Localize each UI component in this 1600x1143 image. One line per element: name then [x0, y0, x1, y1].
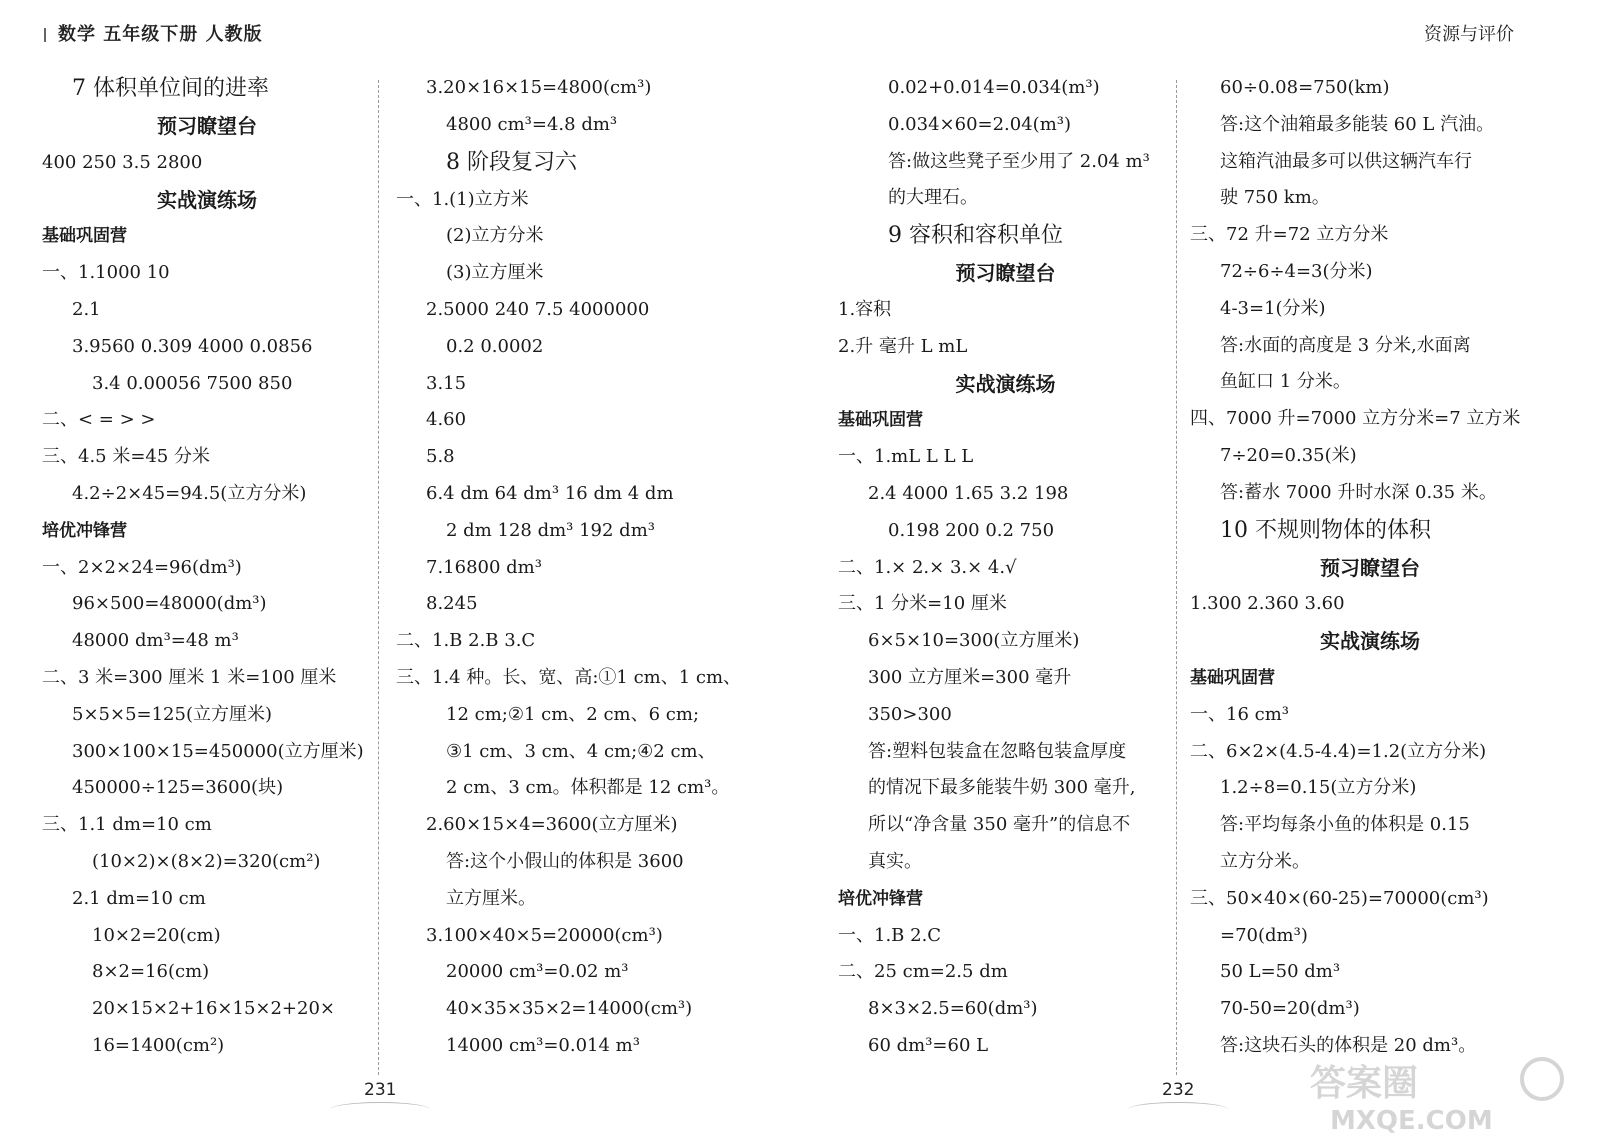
answer-line: 驶 750 km。 — [1220, 187, 1330, 209]
answer-line: 60÷0.08=750(km) — [1220, 77, 1390, 98]
page-number-right: 232 — [1162, 1080, 1195, 1100]
answer-line: 一、1.B 2.C — [838, 924, 942, 946]
answer-line: 2.升 毫升 L mL — [838, 335, 968, 357]
answer-line: 12 cm;②1 cm、2 cm、6 cm; — [446, 703, 700, 725]
answer-line: 2.1 — [72, 298, 101, 320]
answer-line: 20×15×2+16×15×2+20× — [92, 998, 335, 1020]
answer-line: 3.15 — [426, 372, 467, 394]
section-subheading: 实战演练场 — [157, 187, 257, 212]
answer-column-2 — [396, 70, 756, 1065]
answer-column-4 — [1190, 70, 1550, 1065]
answer-line: 2.4 4000 1.65 3.2 198 — [868, 482, 1069, 504]
answer-line: 一、16 cm³ — [1190, 703, 1289, 725]
answer-column-3 — [838, 70, 1173, 1065]
answer-line: 2.1 dm=10 cm — [72, 887, 206, 909]
answer-line: 1.2÷8=0.15(立方分米) — [1220, 777, 1417, 799]
answer-line: 3.4 0.00056 7500 850 — [92, 372, 293, 394]
answer-line: 8.245 — [426, 593, 478, 615]
answer-line: (10×2)×(8×2)=320(cm²) — [92, 850, 321, 872]
answer-line: 40×35×35×2=14000(cm³) — [446, 998, 693, 1020]
answer-line: 二、3 米=300 厘米 1 米=100 厘米 — [42, 666, 337, 688]
answer-line: 7÷20=0.35(米) — [1220, 444, 1357, 466]
answer-line: 答:水面的高度是 3 分米,水面离 — [1220, 334, 1471, 356]
answer-line: 一、1.(1)立方米 — [396, 188, 529, 210]
answer-line: 三、1.4 种。长、宽、高:①1 cm、1 cm、 — [396, 666, 742, 688]
subsection-label: 培优冲锋营 — [838, 888, 923, 909]
answer-line: 2.60×15×4=3600(立方厘米) — [426, 814, 678, 836]
answer-line: 1.300 2.360 3.60 — [1190, 593, 1345, 615]
answer-line: (2)立方分米 — [446, 225, 544, 247]
answer-line: 一、2×2×24=96(dm³) — [42, 556, 242, 578]
answer-line: 答:做这些凳子至少用了 2.04 m³ — [888, 150, 1150, 172]
answer-line: 的情况下最多能装牛奶 300 毫升, — [868, 777, 1136, 799]
answer-line: 50 L=50 dm³ — [1220, 961, 1341, 983]
answer-line: (3)立方厘米 — [446, 262, 544, 284]
subsection-label: 培优冲锋营 — [42, 520, 127, 541]
answer-line: 300×100×15=450000(立方厘米) — [72, 740, 364, 762]
answer-line: 二、< = > > — [42, 409, 156, 431]
answer-line: 立方分米。 — [1220, 850, 1310, 872]
answer-line: 4800 cm³=4.8 dm³ — [446, 113, 618, 135]
answer-line: 300 立方厘米=300 毫升 — [868, 666, 1072, 688]
section-subheading: 实战演练场 — [955, 371, 1056, 396]
answer-line: 真实。 — [868, 850, 922, 872]
answer-line: 答:蓄水 7000 升时水深 0.35 米。 — [1220, 481, 1497, 503]
section-title: 8 阶段复习六 — [446, 149, 577, 175]
answer-line: 5×5×5=125(立方厘米) — [72, 703, 273, 725]
section-subheading: 预习瞭望台 — [157, 114, 257, 138]
watermark-text: 答案圈 — [1310, 1063, 1419, 1104]
column-divider-right-page — [1176, 80, 1177, 1075]
answer-line: 0.198 200 0.2 750 — [888, 519, 1055, 541]
subsection-label: 基础巩固营 — [1190, 667, 1275, 688]
answer-line: =70(dm³) — [1220, 924, 1308, 946]
page-number-right-arc — [1128, 1102, 1228, 1117]
answer-column-1 — [42, 70, 372, 1065]
header-left-title: 数学 五年级下册 人教版 — [58, 24, 263, 45]
answer-line: 5.8 — [426, 446, 455, 468]
answer-line: 所以“净含量 350 毫升”的信息不 — [868, 814, 1131, 836]
answer-line: 鱼缸口 1 分米。 — [1220, 371, 1351, 393]
watermark-logo — [1290, 1055, 1585, 1133]
answer-line: 4.60 — [426, 409, 467, 431]
answer-line: ③1 cm、3 cm、4 cm;④2 cm、 — [446, 740, 716, 762]
answer-line: 答:这个小假山的体积是 3600 — [446, 850, 684, 872]
header-right-title: 资源与评价 — [1424, 24, 1514, 45]
answer-line: 4-3=1(分米) — [1220, 297, 1326, 319]
answer-line: 三、50×40×(60-25)=70000(cm³) — [1190, 887, 1489, 909]
answer-line: 二、1.B 2.B 3.C — [396, 630, 536, 652]
answer-line: 三、4.5 米=45 分米 — [42, 446, 211, 468]
watermark-url: MXQE.COM — [1330, 1106, 1493, 1133]
answer-line: 20000 cm³=0.02 m³ — [446, 961, 629, 983]
answer-line: 6×5×10=300(立方厘米) — [868, 630, 1080, 652]
page-number-left: 231 — [364, 1080, 397, 1100]
section-subheading: 预习瞭望台 — [1320, 555, 1420, 580]
answer-line: 0.02+0.014=0.034(m³) — [888, 77, 1100, 98]
answer-line: 的大理石。 — [888, 187, 978, 209]
answer-line: 二、6×2×(4.5-4.4)=1.2(立方分米) — [1190, 740, 1487, 762]
answer-line: 350>300 — [868, 703, 952, 725]
answer-line: 2.5000 240 7.5 4000000 — [426, 298, 650, 320]
section-title: 7 体积单位间的进率 — [72, 76, 269, 101]
answer-line: 6.4 dm 64 dm³ 16 dm 4 dm — [426, 482, 674, 504]
section-title: 10 不规则物体的体积 — [1220, 517, 1431, 543]
answer-line: 四、7000 升=7000 立方分米=7 立方米 — [1190, 408, 1521, 430]
answer-line: 3.9560 0.309 4000 0.0856 — [72, 335, 313, 357]
section-subheading: 预习瞭望台 — [955, 261, 1056, 286]
answer-line: 16=1400(cm²) — [92, 1034, 225, 1056]
subsection-label: 基础巩固营 — [838, 410, 923, 431]
answer-line: 7.16800 dm³ — [426, 556, 542, 578]
section-title: 9 容积和容积单位 — [888, 223, 1063, 249]
answer-line: 三、72 升=72 立方分米 — [1190, 224, 1389, 246]
answer-line: 1.容积 — [838, 298, 892, 320]
answer-line: 答:这块石头的体积是 20 dm³。 — [1220, 1034, 1477, 1056]
answer-line: 14000 cm³=0.014 m³ — [446, 1034, 640, 1056]
answer-line: 450000÷125=3600(块) — [72, 777, 284, 799]
watermark-circle — [1522, 1059, 1562, 1099]
section-subheading: 实战演练场 — [1320, 629, 1420, 654]
answer-line: 60 dm³=60 L — [868, 1034, 989, 1056]
answer-line: 这箱汽油最多可以供这辆汽车行 — [1220, 150, 1472, 172]
answer-line: 答:平均每条小鱼的体积是 0.15 — [1220, 814, 1470, 836]
page-number-left-arc — [330, 1102, 430, 1117]
answer-line: 三、1 分米=10 厘米 — [838, 593, 1007, 615]
answer-line: 0.034×60=2.04(m³) — [888, 113, 1072, 135]
answer-line: 答:塑料包装盒在忽略包装盒厚度 — [868, 740, 1127, 762]
subsection-label: 基础巩固营 — [42, 226, 127, 247]
answer-line: 72÷6÷4=3(分米) — [1220, 260, 1373, 282]
answer-line: 70-50=20(dm³) — [1220, 998, 1360, 1020]
answer-line: 96×500=48000(dm³) — [72, 593, 267, 615]
answer-line: 二、1.× 2.× 3.× 4.√ — [838, 556, 1017, 578]
answer-line: 三、1.1 dm=10 cm — [42, 814, 212, 836]
answer-line: 10×2=20(cm) — [92, 924, 221, 946]
answer-line: 2 dm 128 dm³ 192 dm³ — [446, 519, 655, 541]
answer-line: 400 250 3.5 2800 — [42, 151, 203, 173]
column-divider-left-page — [378, 80, 379, 1075]
answer-line: 3.100×40×5=20000(cm³) — [426, 924, 663, 946]
answer-line: 立方厘米。 — [446, 887, 536, 909]
answer-line: 答:这个油箱最多能装 60 L 汽油。 — [1220, 113, 1495, 135]
answer-line: 8×3×2.5=60(dm³) — [868, 998, 1038, 1020]
answer-line: 二、25 cm=2.5 dm — [838, 961, 1008, 983]
answer-line: 3.20×16×15=4800(cm³) — [426, 77, 652, 98]
answer-line: 0.2 0.0002 — [446, 335, 544, 357]
answer-line: 一、1.1000 10 — [42, 262, 170, 284]
answer-line: 48000 dm³=48 m³ — [72, 630, 239, 652]
header-tick-mark — [44, 28, 46, 42]
answer-line: 8×2=16(cm) — [92, 961, 210, 983]
answer-line: 2 cm、3 cm。体积都是 12 cm³。 — [446, 777, 730, 799]
answer-line: 一、1.mL L L L — [838, 446, 974, 468]
answer-line: 4.2÷2×45=94.5(立方分米) — [72, 482, 307, 504]
